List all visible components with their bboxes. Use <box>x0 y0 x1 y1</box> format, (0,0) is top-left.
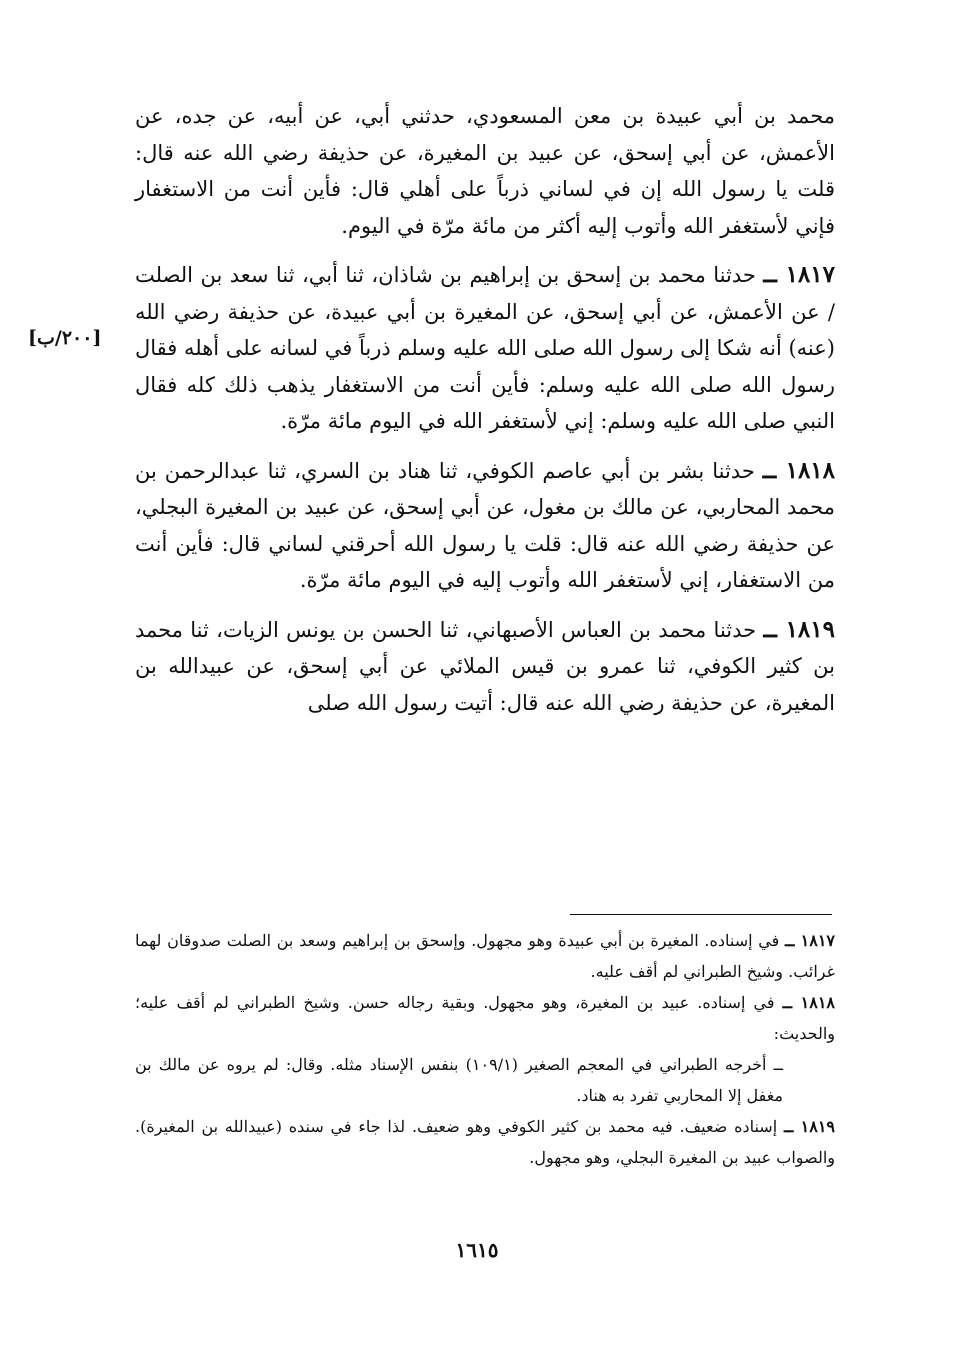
footnote-number: ١٨١٩ ــ <box>783 1117 836 1136</box>
paragraph-continuation <box>135 98 835 244</box>
paragraph-text: حدثنا محمد بن إسحق بن إبراهيم بن شاذان، ثنا أبي، ثنا سعد بن الصلت / عن الأعمش، عن أبي إسحق، عن المغيرة بن أبي عبيدة، عن حذيفة رضي الله (عنه) أنه شكا إلى رسول الله صلى الله عليه وسلم ذرباً في لسانه على أهله فقال رسول الله صلى الله عليه وسلم: فأين أنت من الاستغفار يذهب ذلك كله فقال النبي صلى الله عليه وسلم: إني لأستغفر الله في اليوم مائة مرّة. <box>134 263 835 433</box>
manuscript-folio-note: [٢٠٠/ب] <box>28 327 102 349</box>
footnote-divider <box>570 914 832 915</box>
footnote-1819 <box>135 1111 835 1173</box>
footnote-text: في إسناده. المغيرة بن أبي عبيدة وهو مجهول. وإسحق بن إبراهيم وسعد بن الصلت صدوقان لهما غرائب. وشيخ الطبراني لم أقف عليه. <box>135 931 835 981</box>
hadith-number: ١٨١٧ ــ <box>763 261 835 288</box>
footnote-1818 <box>135 987 835 1049</box>
hadith-1817 <box>135 257 835 440</box>
hadith-number: ١٨١٨ ــ <box>762 456 836 484</box>
footnote-text: ــ أخرجه الطبراني في المعجم الصغير (١٠٩/١) بنفس الإسناد مثله. وقال: لم يروه عن مالك بن مغفل إلا المحاربي تفرد به هناد. <box>135 1055 784 1105</box>
paragraph-text: حدثنا بشر بن أبي عاصم الكوفي، ثنا هناد بن السري، ثنا عبدالرحمن بن محمد المحاربي، عن مالك بن مغول، عن أبي إسحق، عن عبيد بن المغيرة البجلي، عن حذيفة رضي الله عنه قال: قلت يا رسول الله أحرقني لساني قال: فأين أنت من الاستغفار، إني لأستغفر الله وأتوب إليه في اليوم مائة مرّة. <box>135 458 835 592</box>
paragraph-text: محمد بن أبي عبيدة بن معن المسعودي، حدثني أبي، عن أبيه، عن جده، عن الأعمش، عن أبي إسحق، عن عبيد بن المغيرة، عن حذيفة رضي الله عنه قال: قلت يا رسول الله إن في لساني ذرباً على أهلي قال: فأين أنت من الاستغفار فإني لأستغفر الله وأتوب إليه أكثر من مائة مرّة في اليوم. <box>135 104 835 238</box>
footnote-text: في إسناده. عبيد بن المغيرة، وهو مجهول. وبقية رجاله حسن. وشيخ الطبراني لم أقف عليه؛ والحديث: <box>135 993 835 1043</box>
main-text <box>135 98 835 734</box>
footnote-text: إسناده ضعيف. فيه محمد بن كثير الكوفي وهو ضعيف. لذا جاء في سنده (عبيدالله بن المغيرة). والصواب عبيد بن المغيرة البجلي، وهو مجهول. <box>135 1117 835 1167</box>
page-number: ١٦١٥ <box>455 1238 499 1262</box>
hadith-number: ١٨١٩ ــ <box>763 615 835 643</box>
footnote-number: ١٨١٧ ــ <box>785 931 835 950</box>
hadith-1819 <box>135 612 835 722</box>
footnote-number: ١٨١٨ ــ <box>782 993 836 1012</box>
footnote-1818-continuation <box>135 1049 835 1111</box>
footnotes <box>135 925 835 1173</box>
footnote-1817 <box>135 925 835 987</box>
paragraph-text: حدثنا محمد بن العباس الأصبهاني، ثنا الحسن بن يونس الزيات، ثنا محمد بن كثير الكوفي، ثنا عمرو بن قيس الملائي عن أبي إسحق، عن عبيدالله بن المغيرة، عن حذيفة رضي الله عنه قال: أتيت رسول الله صلى <box>135 617 835 715</box>
hadith-1818 <box>135 453 835 599</box>
